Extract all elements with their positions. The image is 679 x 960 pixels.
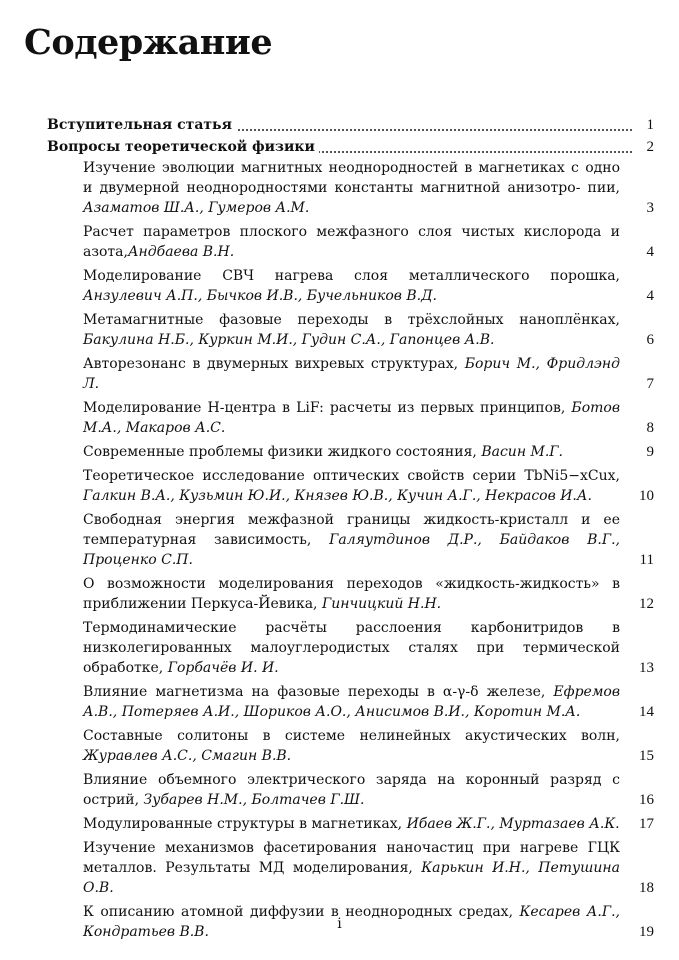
entry-text [83, 398, 620, 438]
entry-authors: Галкин В.А., Кузьмин Ю.И., Князев Ю.В., Кучин А.Г., Некрасов И.А. [83, 488, 592, 504]
page-number: 4 [646, 244, 654, 260]
page-footer-number: i [337, 916, 342, 932]
entry-text [83, 310, 620, 350]
page-number: 11 [639, 552, 654, 568]
entry-text [83, 574, 620, 614]
entry-title: Расчет параметров плоского межфазного слоя чистых кислорода и азота, [83, 224, 620, 260]
entry-title: К описанию атомной диффузии в неоднородных средах, [83, 904, 520, 920]
entry-text [83, 770, 620, 810]
entry-text [83, 838, 620, 898]
entry-title: Теоретическое исследование оптических свойств серии TbNi5−xCux, [83, 468, 620, 484]
entry-authors: Борич М., Фридлэнд Л. [83, 356, 620, 392]
entry-text [83, 510, 620, 570]
entry-authors: Ибаев Ж.Г., Муртазаев А.К. [406, 816, 620, 832]
page-number: 16 [639, 792, 654, 808]
section-label: Вступительная статья [47, 117, 236, 133]
page-number: 9 [646, 444, 654, 460]
entry-authors: Васин М.Г. [481, 444, 563, 460]
toc-entries [47, 158, 656, 942]
entry-text [83, 466, 620, 506]
toc-entry[interactable] [47, 158, 656, 218]
toc-entry[interactable] [47, 770, 656, 810]
entry-title: Влияние магнетизма на фазовые переходы в α-γ-δ железе, [83, 684, 554, 700]
entry-title: Влияние объемного электрического заряда на коронный разряд с острий, [83, 772, 620, 808]
entry-title: Модулированные структуры в магнетиках, [83, 816, 407, 832]
entry-text [83, 266, 620, 306]
entry-authors: Галяутдинов Д.Р., Байдаков В.Г., Проценко С.П. [83, 532, 621, 568]
entry-title: Составные солитоны в системе нелинейных акустических волн, [83, 728, 620, 744]
table-of-contents [47, 114, 656, 946]
entry-title: Свободная энергия межфазной границы жидкость-кристалл и ее температурная зависимость, [83, 512, 620, 548]
section-label: Вопросы теоретической физики [47, 139, 319, 155]
page-number: 10 [639, 488, 654, 504]
page-number: 1 [646, 117, 654, 133]
toc-section[interactable] [47, 136, 656, 158]
entry-text [83, 814, 620, 834]
page-number: 18 [639, 880, 654, 896]
entry-title: Изучение эволюции магнитных неоднородностей в магнетиках с одно и двумерной неоднородностями константы магнитной анизотро- пии, [83, 160, 620, 196]
toc-entry[interactable] [47, 466, 656, 506]
toc-entry[interactable] [47, 510, 656, 570]
entry-title: Метамагнитные фазовые переходы в трёхслойных наноплёнках, [83, 312, 620, 328]
entry-text [83, 726, 620, 766]
page-title: Содержание [24, 22, 273, 63]
entry-authors: Азаматов Ш.А., Гумеров А.М. [83, 200, 310, 216]
entry-authors: Ботов М.А., Макаров А.С. [83, 400, 620, 436]
entry-authors: Анзулевич А.П., Бычков И.В., Бучельников В.Д. [83, 288, 437, 304]
toc-entry[interactable] [47, 618, 656, 678]
entry-text [83, 222, 620, 262]
page-number: 7 [646, 376, 654, 392]
entry-authors: Журавлев А.С., Смагин В.В. [83, 748, 292, 764]
toc-entry[interactable] [47, 682, 656, 722]
page-number: 13 [639, 660, 654, 676]
toc-entry[interactable] [47, 354, 656, 394]
page-number: 2 [646, 139, 654, 155]
page-number: 4 [646, 288, 654, 304]
page-number: 17 [639, 816, 654, 832]
entry-title: Термодинамические расчёты расслоения карбонитридов в низколегированных малоуглеродистых сталях при термической обработке, [83, 620, 620, 676]
entry-text [83, 354, 620, 394]
entry-authors: Горбачёв И. И. [167, 660, 279, 676]
entry-authors: Кесарев А.Г., Кондратьев В.В. [83, 904, 620, 940]
page-number: 19 [639, 924, 654, 940]
entry-authors: Гинчицкий Н.Н. [321, 596, 442, 612]
toc-entry[interactable] [47, 310, 656, 350]
entry-text [83, 618, 620, 678]
page-number: 6 [646, 332, 654, 348]
entry-authors: Зубарев Н.М., Болтачев Г.Ш. [143, 792, 365, 808]
entry-text [83, 442, 620, 462]
toc-entry[interactable] [47, 222, 656, 262]
entry-authors: Бакулина Н.Б., Куркин М.И., Гудин С.А., Гапонцев А.В. [83, 332, 495, 348]
page-number: 12 [639, 596, 654, 612]
page-number: 3 [646, 200, 654, 216]
entry-authors: Андбаева В.Н. [127, 244, 235, 260]
toc-entry[interactable] [47, 266, 656, 306]
entry-text [83, 158, 620, 218]
page-number: 8 [646, 420, 654, 436]
toc-entry[interactable] [47, 442, 656, 462]
entry-text [83, 682, 620, 722]
entry-title: О возможности моделирования переходов «жидкость-жидкость» в приближении Перкуса-Йевика, [83, 576, 620, 612]
toc-entry[interactable] [47, 838, 656, 898]
entry-title: Авторезонанс в двумерных вихревых структурах, [83, 356, 465, 372]
toc-entry[interactable] [47, 726, 656, 766]
entry-title: Изучение механизмов фасетирования наночастиц при нагреве ГЦК металлов. Результаты МД моделирования, [83, 840, 620, 876]
entry-title: Современные проблемы физики жидкого состояния, [83, 444, 482, 460]
toc-entry[interactable] [47, 814, 656, 834]
entry-title: Моделирование H-центра в LiF: расчеты из первых принципов, [83, 400, 572, 416]
toc-entry[interactable] [47, 574, 656, 614]
page-number: 14 [639, 704, 654, 720]
toc-section[interactable] [47, 114, 656, 136]
entry-title: Моделирование СВЧ нагрева слоя металлического порошка, [83, 268, 620, 284]
entry-authors: Ефремов А.В., Потеряев А.И., Шориков А.О., Анисимов В.И., Коротин М.А. [83, 684, 620, 720]
entry-authors: Карькин И.Н., Петушина О.В. [83, 860, 620, 896]
toc-entry[interactable] [47, 398, 656, 438]
page-number: 15 [639, 748, 654, 764]
